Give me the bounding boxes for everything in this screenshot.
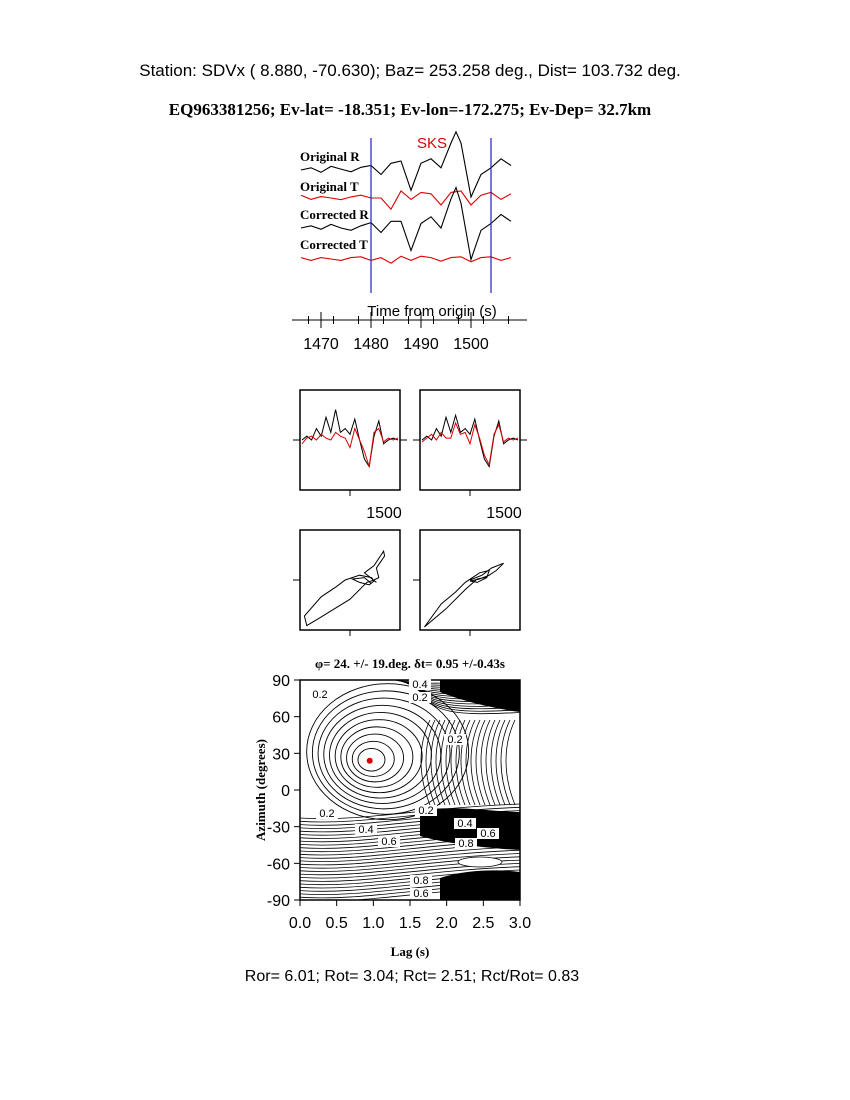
misfit-ytick-label: -30	[266, 819, 290, 837]
particle-motion-panels	[293, 530, 520, 636]
ratios-footer: Ror= 6.01; Rot= 3.04; Rct= 2.51; Rct/Rot= 0.83	[244, 968, 580, 985]
contour-label: 0.2	[418, 805, 434, 817]
misfit-panel	[253, 656, 531, 959]
trace-label-original-r: Original R	[300, 149, 360, 164]
misfit-ytick-label: -60	[266, 856, 290, 874]
misfit-contour	[481, 720, 490, 805]
misfit-contour	[491, 720, 500, 805]
trace-label-corrected-r: Corrected R	[300, 207, 369, 222]
trace-label-corrected-t: Corrected T	[300, 237, 368, 252]
misfit-ytick-label: 60	[272, 709, 290, 727]
particle-box-before	[300, 530, 400, 630]
particle-motion-after	[424, 563, 503, 627]
contour-label: 0.8	[458, 838, 474, 850]
phase-label: SKS	[416, 135, 448, 152]
best-fit-point	[367, 758, 373, 764]
station-header: Station: SDVx ( 8.880, -70.630); Baz= 253.258 deg., Dist= 103.732 deg.	[139, 61, 681, 80]
contour-label: 0.4	[358, 824, 374, 836]
trace-label-original-t: Original T	[300, 179, 359, 194]
contour-label: 0.4	[412, 679, 428, 691]
misfit-contour	[341, 727, 413, 787]
waveform-black-before	[302, 410, 398, 467]
misfit-contour	[312, 691, 459, 814]
misfit-xtick-label: 1.5	[398, 915, 422, 932]
waveform-xtick-before: 1500	[366, 505, 402, 522]
misfit-xtick-label: 2.0	[435, 915, 458, 932]
contour-label: 0.6	[480, 828, 496, 840]
contour-label: 0.4	[457, 818, 473, 830]
particle-motion-before	[304, 551, 384, 625]
contour-label: 0.6	[413, 888, 429, 900]
misfit-ytick-label: 30	[272, 746, 290, 764]
misfit-xtick-label: 0.0	[288, 915, 312, 932]
misfit-ylabel: Azimuth (degrees)	[253, 739, 268, 841]
misfit-contour	[496, 720, 505, 805]
misfit-contour	[456, 720, 465, 805]
misfit-high-region	[440, 870, 520, 900]
misfit-contour	[471, 720, 480, 805]
time-axis-label: Time from origin (s)	[367, 303, 497, 320]
misfit-xtick-label: 2.5	[472, 915, 495, 932]
misfit-contour	[506, 720, 515, 805]
misfit-ytick-label: -90	[266, 893, 290, 910]
misfit-title: φ= 24. +/- 19.deg. δt= 0.95 +/-0.43s	[314, 656, 506, 671]
time-tick-label: 1480	[353, 336, 389, 353]
trace-corrected-t	[301, 256, 511, 263]
time-tick-label: 1500	[453, 336, 489, 353]
waveform-xtick-after: 1500	[486, 505, 522, 522]
waveform-box-after	[420, 390, 520, 490]
misfit-contour	[436, 720, 445, 805]
misfit-contour	[446, 720, 455, 805]
misfit-ytick-label: 90	[272, 673, 290, 690]
misfit-ytick-label: 0	[281, 783, 290, 800]
contour-label: 0.6	[381, 836, 397, 848]
misfit-contour	[329, 712, 431, 798]
misfit-low-region	[458, 857, 502, 867]
waveform-box-before	[300, 390, 400, 490]
misfit-xtick-label: 1.0	[362, 915, 385, 932]
misfit-xtick-label: 3.0	[508, 915, 532, 932]
seismogram-panel	[292, 132, 527, 353]
misfit-contour	[421, 720, 430, 805]
event-header: EQ963381256; Ev-lat= -18.351; Ev-lon=-172.275; Ev-Dep= 32.7km	[168, 100, 652, 119]
contour-label: 0.2	[319, 808, 335, 820]
waveform-panels	[293, 390, 527, 522]
misfit-xtick-label: 0.5	[325, 915, 348, 932]
contour-label: 0.2	[412, 692, 428, 704]
misfit-contour	[486, 720, 495, 805]
misfit-contour	[476, 720, 485, 805]
time-tick-label: 1490	[403, 336, 439, 353]
misfit-contour	[501, 720, 510, 805]
contour-label: 0.8	[413, 875, 429, 887]
contour-label: 0.2	[312, 689, 328, 701]
time-tick-label: 1470	[303, 336, 339, 353]
misfit-xlabel: Lag (s)	[390, 944, 430, 959]
contour-label: 0.2	[447, 734, 463, 746]
